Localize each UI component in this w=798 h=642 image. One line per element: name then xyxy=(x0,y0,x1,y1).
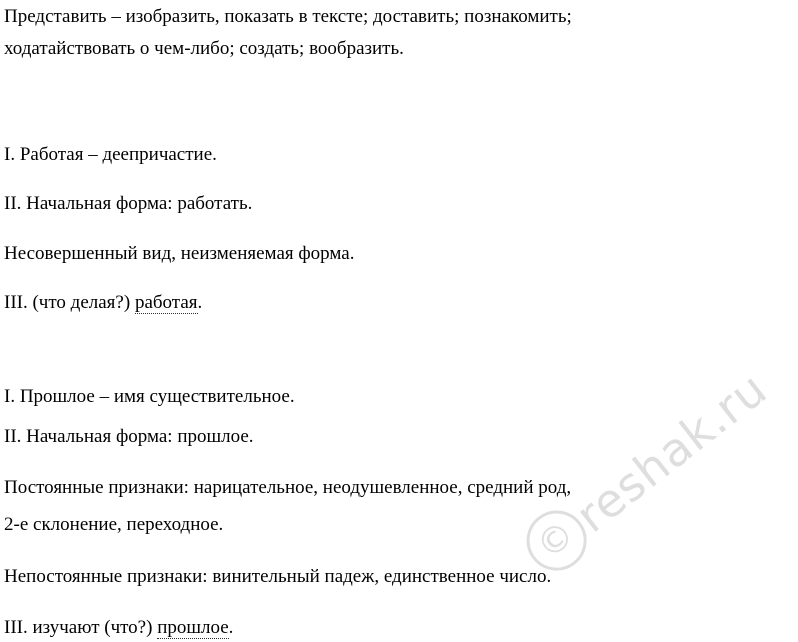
rabotaya-underlined-word: работая xyxy=(134,292,198,313)
rabotaya-period: . xyxy=(197,292,203,313)
proshloe-constant-features-line-2: 2-е склонение, переходное. xyxy=(4,514,224,535)
proshloe-part-of-speech: I. Прошлое – имя существительное. xyxy=(4,386,295,407)
definition-line-2: ходатайствовать о чем-либо; создать; вообразить. xyxy=(4,38,404,59)
rabotaya-question: III. (что делая?) xyxy=(4,292,135,313)
proshloe-variable-features: Непостоянные признаки: винительный падеж, единственное число. xyxy=(4,566,552,587)
rabotaya-part-of-speech: I. Работая – деепричастие. xyxy=(4,144,217,165)
definition-line-1: Представить – изобразить, показать в тексте; доставить; познакомить; xyxy=(4,6,572,27)
watermark-text: reshak.ru xyxy=(565,361,778,543)
rabotaya-features: Несовершенный вид, неизменяемая форма. xyxy=(4,243,355,264)
proshloe-initial-form: II. Начальная форма: прошлое. xyxy=(4,426,254,447)
rabotaya-initial-form: II. Начальная форма: работать. xyxy=(4,193,253,214)
copyright-icon: © xyxy=(515,498,599,582)
proshloe-constant-features-line-1: Постоянные признаки: нарицательное, неодушевленное, средний род, xyxy=(4,477,572,498)
rabotaya-syntax-role xyxy=(4,292,202,314)
proshloe-underlined-word: прошлое xyxy=(157,617,229,638)
proshloe-syntax-role xyxy=(4,617,233,639)
proshloe-period: . xyxy=(228,617,234,638)
proshloe-question: III. изучают (что?) xyxy=(4,617,158,638)
